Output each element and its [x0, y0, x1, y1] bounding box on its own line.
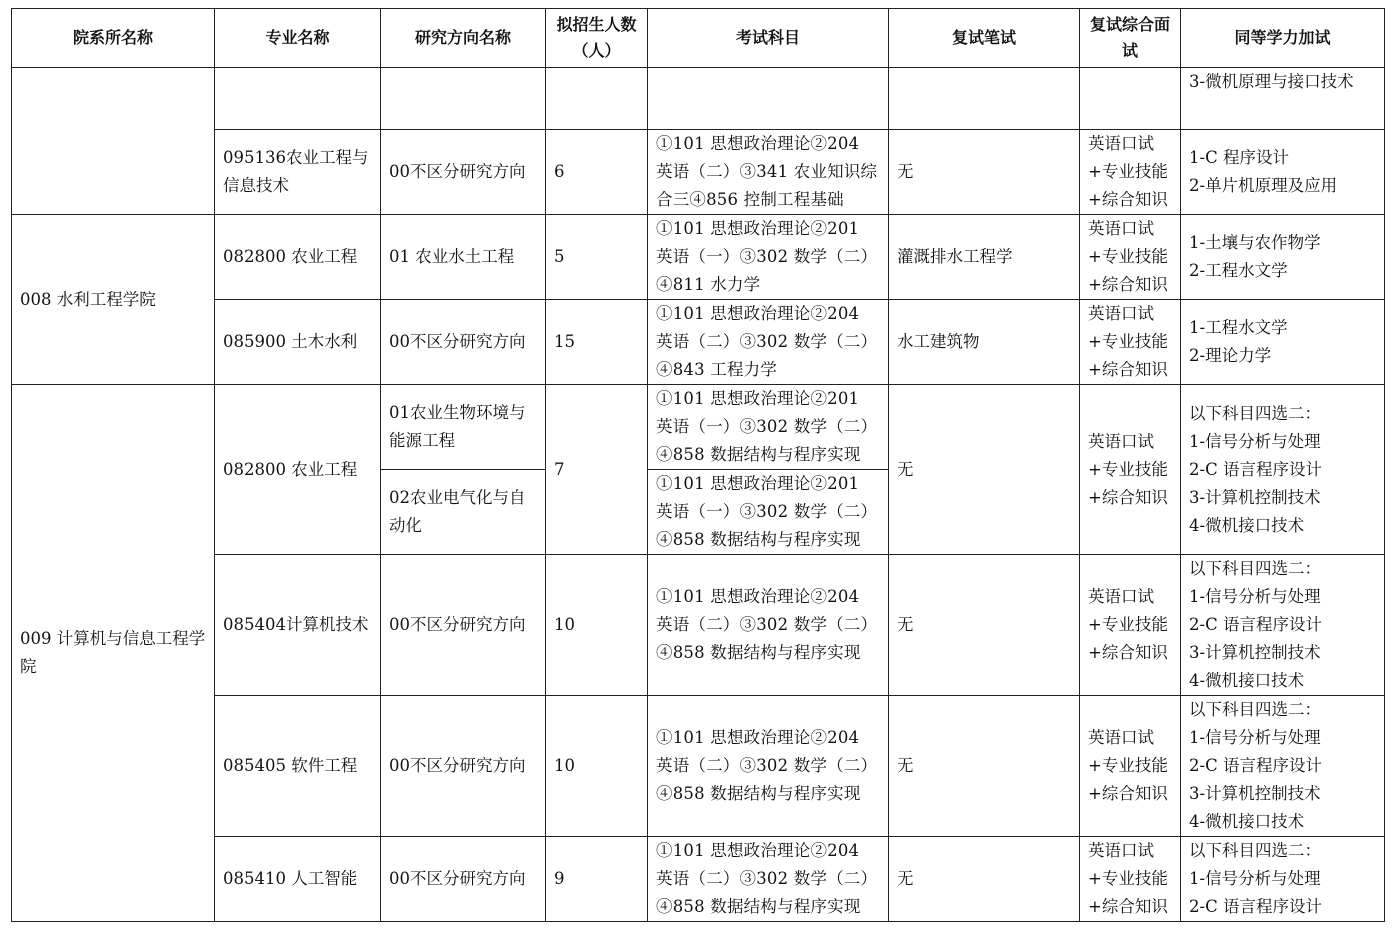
cell-interview: 英语口试+专业技能+综合知识 — [1080, 300, 1181, 385]
admissions-table — [11, 8, 1385, 922]
header-extra: 同等学力加试 — [1181, 9, 1385, 68]
cell-dept: 008 水利工程学院 — [12, 215, 215, 385]
cell-written: 灌溉排水工程学 — [889, 215, 1080, 300]
cell-written: 水工建筑物 — [889, 300, 1080, 385]
cell-exam: ①101 思想政治理论②201 英语（一）③302 数学（二）④858 数据结构与程序实现 — [648, 470, 889, 555]
cell-major: 085410 人工智能 — [215, 837, 381, 922]
cell-count — [546, 68, 648, 130]
cell-interview: 英语口试+专业技能+综合知识 — [1080, 130, 1181, 215]
header-dept: 院系所名称 — [12, 9, 215, 68]
cell-direction: 00不区分研究方向 — [381, 130, 546, 215]
header-row — [12, 9, 1385, 68]
cell-extra: 1-工程水文学 2-理论力学 — [1181, 300, 1385, 385]
cell-exam: ①101 思想政治理论②204 英语（二）③302 数学（二）④843 工程力学 — [648, 300, 889, 385]
cell-extra: 以下科目四选二： 1-信号分析与处理 2-C 语言程序设计 3-计算机控制技术 4-微机接口技术 — [1181, 696, 1385, 837]
cell-exam: ①101 思想政治理论②204 英语（二）③302 数学（二）④858 数据结构与程序实现 — [648, 555, 889, 696]
table-row — [12, 696, 1385, 837]
table-row — [12, 215, 1385, 300]
cell-dept — [12, 68, 215, 215]
cell-direction — [381, 68, 546, 130]
table-row — [12, 385, 1385, 470]
cell-count: 6 — [546, 130, 648, 215]
header-direction: 研究方向名称 — [381, 9, 546, 68]
cell-interview: 英语口试+专业技能+综合知识 — [1080, 215, 1181, 300]
table-row — [12, 837, 1385, 922]
cell-written: 无 — [889, 130, 1080, 215]
header-major: 专业名称 — [215, 9, 381, 68]
cell-extra: 以下科目四选二： 1-信号分析与处理 2-C 语言程序设计 3-计算机控制技术 4-微机接口技术 — [1181, 385, 1385, 555]
cell-direction: 01 农业水土工程 — [381, 215, 546, 300]
cell-interview — [1080, 68, 1181, 130]
cell-exam: ①101 思想政治理论②204 英语（二）③302 数学（二）④858 数据结构与程序实现 — [648, 696, 889, 837]
cell-major — [215, 68, 381, 130]
table-row — [12, 300, 1385, 385]
cell-exam: ①101 思想政治理论②201 英语（一）③302 数学（二）④811 水力学 — [648, 215, 889, 300]
cell-direction: 00不区分研究方向 — [381, 555, 546, 696]
cell-written: 无 — [889, 555, 1080, 696]
cell-written: 无 — [889, 385, 1080, 555]
cell-direction: 01农业生物环境与能源工程 — [381, 385, 546, 470]
cell-count: 10 — [546, 696, 648, 837]
table-row — [12, 130, 1385, 215]
cell-major: 085405 软件工程 — [215, 696, 381, 837]
cell-major: 085404计算机技术 — [215, 555, 381, 696]
cell-extra: 以下科目四选二： 1-信号分析与处理 2-C 语言程序设计 — [1181, 837, 1385, 922]
cell-interview: 英语口试+专业技能+综合知识 — [1080, 385, 1181, 555]
cell-count: 5 — [546, 215, 648, 300]
cell-extra: 3-微机原理与接口技术 — [1181, 68, 1385, 130]
cell-direction: 00不区分研究方向 — [381, 837, 546, 922]
cell-direction: 02农业电气化与自动化 — [381, 470, 546, 555]
table-row — [12, 68, 1385, 130]
cell-extra: 1-C 程序设计 2-单片机原理及应用 — [1181, 130, 1385, 215]
table-row — [12, 555, 1385, 696]
cell-exam: ①101 思想政治理论②204 英语（二）③302 数学（二）④858 数据结构与程序实现 — [648, 837, 889, 922]
cell-direction: 00不区分研究方向 — [381, 300, 546, 385]
cell-written: 无 — [889, 696, 1080, 837]
cell-exam — [648, 68, 889, 130]
cell-exam: ①101 思想政治理论②201 英语（一）③302 数学（二）④858 数据结构与程序实现 — [648, 385, 889, 470]
header-count: 拟招生人数（人） — [546, 9, 648, 68]
cell-written — [889, 68, 1080, 130]
cell-count: 10 — [546, 555, 648, 696]
cell-extra: 1-土壤与农作物学 2-工程水文学 — [1181, 215, 1385, 300]
cell-major: 095136农业工程与信息技术 — [215, 130, 381, 215]
cell-count: 7 — [546, 385, 648, 555]
cell-interview: 英语口试+专业技能+综合知识 — [1080, 837, 1181, 922]
cell-major: 082800 农业工程 — [215, 215, 381, 300]
header-exam: 考试科目 — [648, 9, 889, 68]
cell-interview: 英语口试+专业技能+综合知识 — [1080, 696, 1181, 837]
cell-dept: 009 计算机与信息工程学院 — [12, 385, 215, 922]
header-written: 复试笔试 — [889, 9, 1080, 68]
cell-major: 082800 农业工程 — [215, 385, 381, 555]
cell-count: 9 — [546, 837, 648, 922]
cell-direction: 00不区分研究方向 — [381, 696, 546, 837]
cell-exam: ①101 思想政治理论②204 英语（二）③341 农业知识综合三④856 控制工程基础 — [648, 130, 889, 215]
cell-interview: 英语口试+专业技能+综合知识 — [1080, 555, 1181, 696]
cell-written: 无 — [889, 837, 1080, 922]
cell-major: 085900 土木水利 — [215, 300, 381, 385]
cell-extra: 以下科目四选二： 1-信号分析与处理 2-C 语言程序设计 3-计算机控制技术 4-微机接口技术 — [1181, 555, 1385, 696]
cell-count: 15 — [546, 300, 648, 385]
header-interview: 复试综合面试 — [1080, 9, 1181, 68]
